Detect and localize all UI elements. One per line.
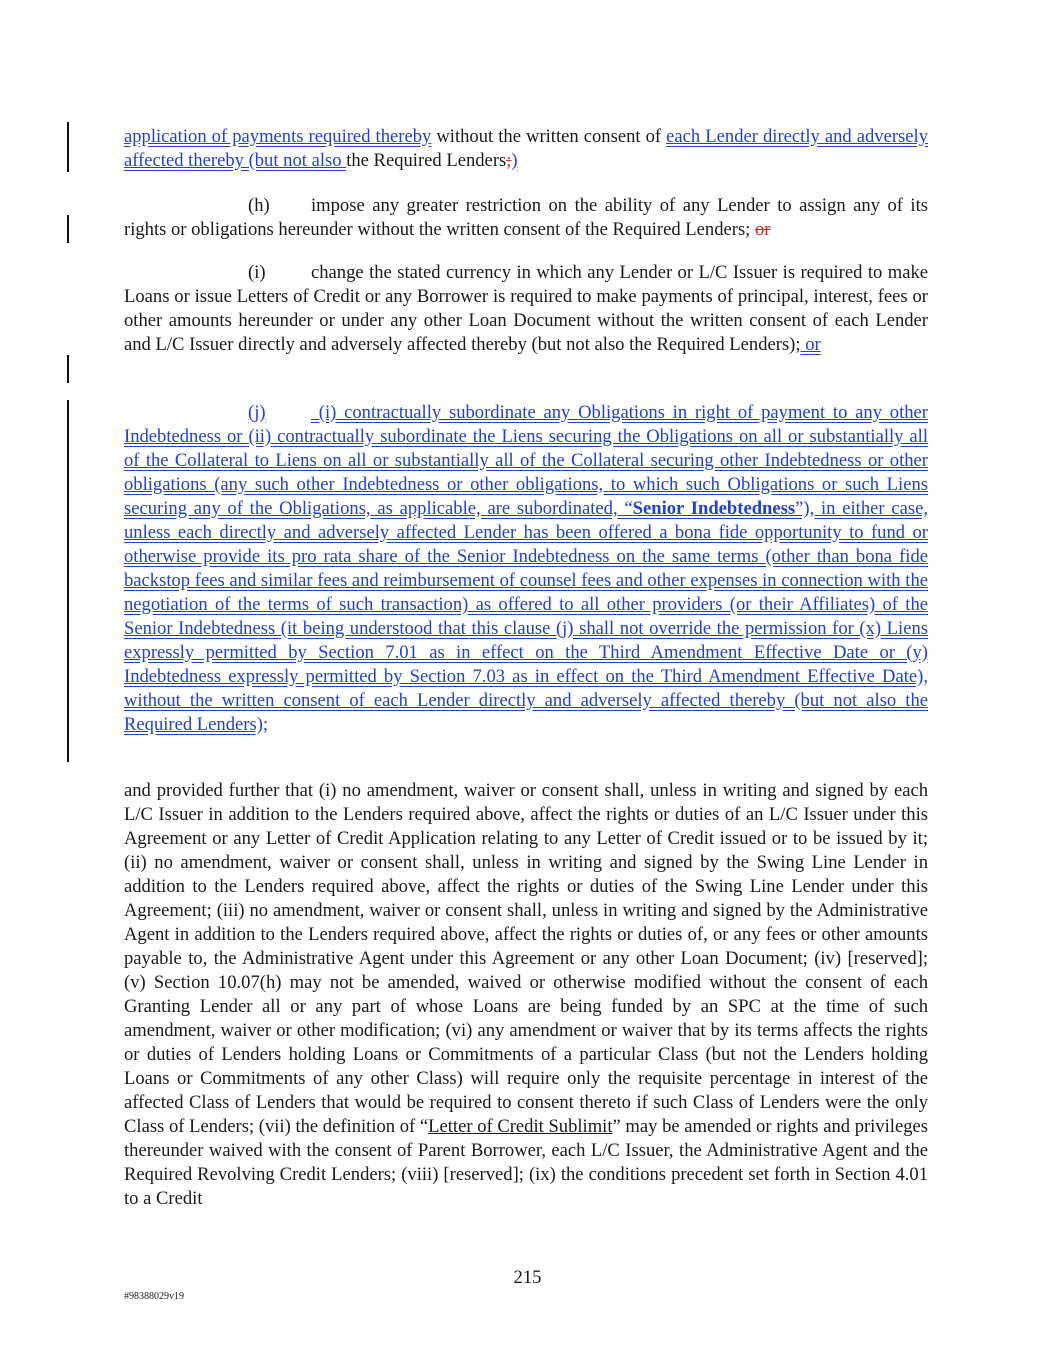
change-bar (67, 215, 69, 243)
inserted-text: ) (511, 150, 518, 171)
body-text: change the stated currency in which any Lender or L/C Issuer is required to make Loans or issue Letters of Credit or any Borrower is required to make payments of principal, interest, fees or other amounts hereunder or under any other Loan Document without the written consent of each Lender and L/C Issuer directly and adversely affected thereby (but not also the Required Lenders); (124, 262, 928, 355)
inserted-text: or (800, 334, 821, 355)
clause-label: (h) (248, 195, 270, 216)
defined-term: Letter of Credit Sublimit (428, 1116, 613, 1137)
change-bar (67, 122, 69, 172)
clause-label: (i) (248, 262, 266, 283)
document-id: #98388029v19 (124, 1291, 184, 1302)
clause-label: (j) (248, 402, 266, 423)
body-text: and provided further that (i) no amendment, waiver or consent shall, unless in writing and signed by each L/C Issuer in addition to the Lenders required above, affect the rights or duties of an L/C Issuer under this Agreement or any Letter of Credit Application relating to any Letter of Credit issued or to be issued by it; (ii) no amendment, waiver or consent shall, unless in writing and signed by the Swing Line Lender in addition to the Lenders required above, affect the rights or duties of the Swing Line Lender under this Agreement; (iii) no amendment, waiver or consent shall, unless in writing and signed by the Administrative Agent in addition to the Lenders required above, affect the rights or duties of, or any fees or other amounts payable to, the Administrative Agent under this Agreement or any other Loan Document; (iv) [reserved]; (v) Section 10.07(h) may not be amended, waived or otherwise modified without the consent of each Granting Lender all or any part of whose Loans are being funded by an SPC at the time of such amendment, waiver or other modification; (vi) any amendment or waiver that by its terms affects the rights or duties of Lenders holding Loans or Commitments of a particular Class (but not the Lenders holding Loans or Commitments of any other Class) will require only the requisite percentage in interest of the affected Class of Lenders that would be required to consent thereto if such Class of Lenders were the only Class of Lenders; (vii) the definition of “ (124, 780, 928, 1137)
inserted-text: each Lender directly and adversely affected thereby (but not also (124, 126, 928, 171)
deleted-text: ; (506, 150, 512, 171)
change-bar (67, 355, 69, 383)
inserted-text: (i) contractually subordinate any Obligations in right of payment to any other Indebtedness or (ii) contractually subordinate the Liens securing the Obligations on all or substantially all of the Collateral to Liens on all or substantially all of the Collateral securing other Indebtedness or other obligations (any such other Indebtedness or other obligations, to which such Obligations or such Liens securing any of the Obligations, as applicable, are subordinated, “ (124, 402, 928, 519)
deleted-text: or (755, 219, 771, 240)
inserted-text: application of payments required thereby (124, 126, 432, 147)
body-text: impose any greater restriction on the ability of any Lender to assign any of its rights or obligations hereunder without the written consent of the Required Lenders; (124, 195, 928, 240)
paragraph-j (124, 401, 928, 737)
change-bar (67, 400, 69, 762)
paragraph-provided-further (124, 779, 928, 1211)
defined-term: Senior Indebtedness (632, 498, 796, 519)
body-text: without the written consent of (431, 126, 667, 147)
page-number: 215 (513, 1267, 542, 1288)
inserted-text: ”), in either case, unless each directly and adversely affected Lender has been offered a bona fide opportunity to fund or otherwise provide its pro rata share of the Senior Indebtedness on the same terms (other than bona fide backstop fees and similar fees and reimbursement of counsel fees and other expenses in connection with the negotiation of the terms of such transaction) as offered to all other providers (or their Affiliates) of the Senior Indebtedness (it being understood that this clause (j) shall not override the permission for (x) Liens expressly permitted by Section 7.01 as in effect on the Third Amendment Effective Date or (y) Indebtedness expressly permitted by Section 7.03 as in effect on the Third Amendment Effective Date), without the written consent of each Lender directly and adversely affected thereby (but not also the Required Lenders); (124, 498, 928, 735)
body-text: the Required Lenders (346, 150, 507, 171)
paragraph-h (124, 194, 928, 242)
paragraph-i (124, 261, 928, 357)
paragraph-g-continuation (124, 125, 928, 173)
body-text: ” may be amended or rights and privileges thereunder waived with the consent of Parent Borrower, each L/C Issuer, the Administrative Agent and the Required Revolving Credit Lenders; (viii) [reserved]; (ix) the conditions precedent set forth in Section 4.01 to a Credit (124, 1116, 929, 1209)
